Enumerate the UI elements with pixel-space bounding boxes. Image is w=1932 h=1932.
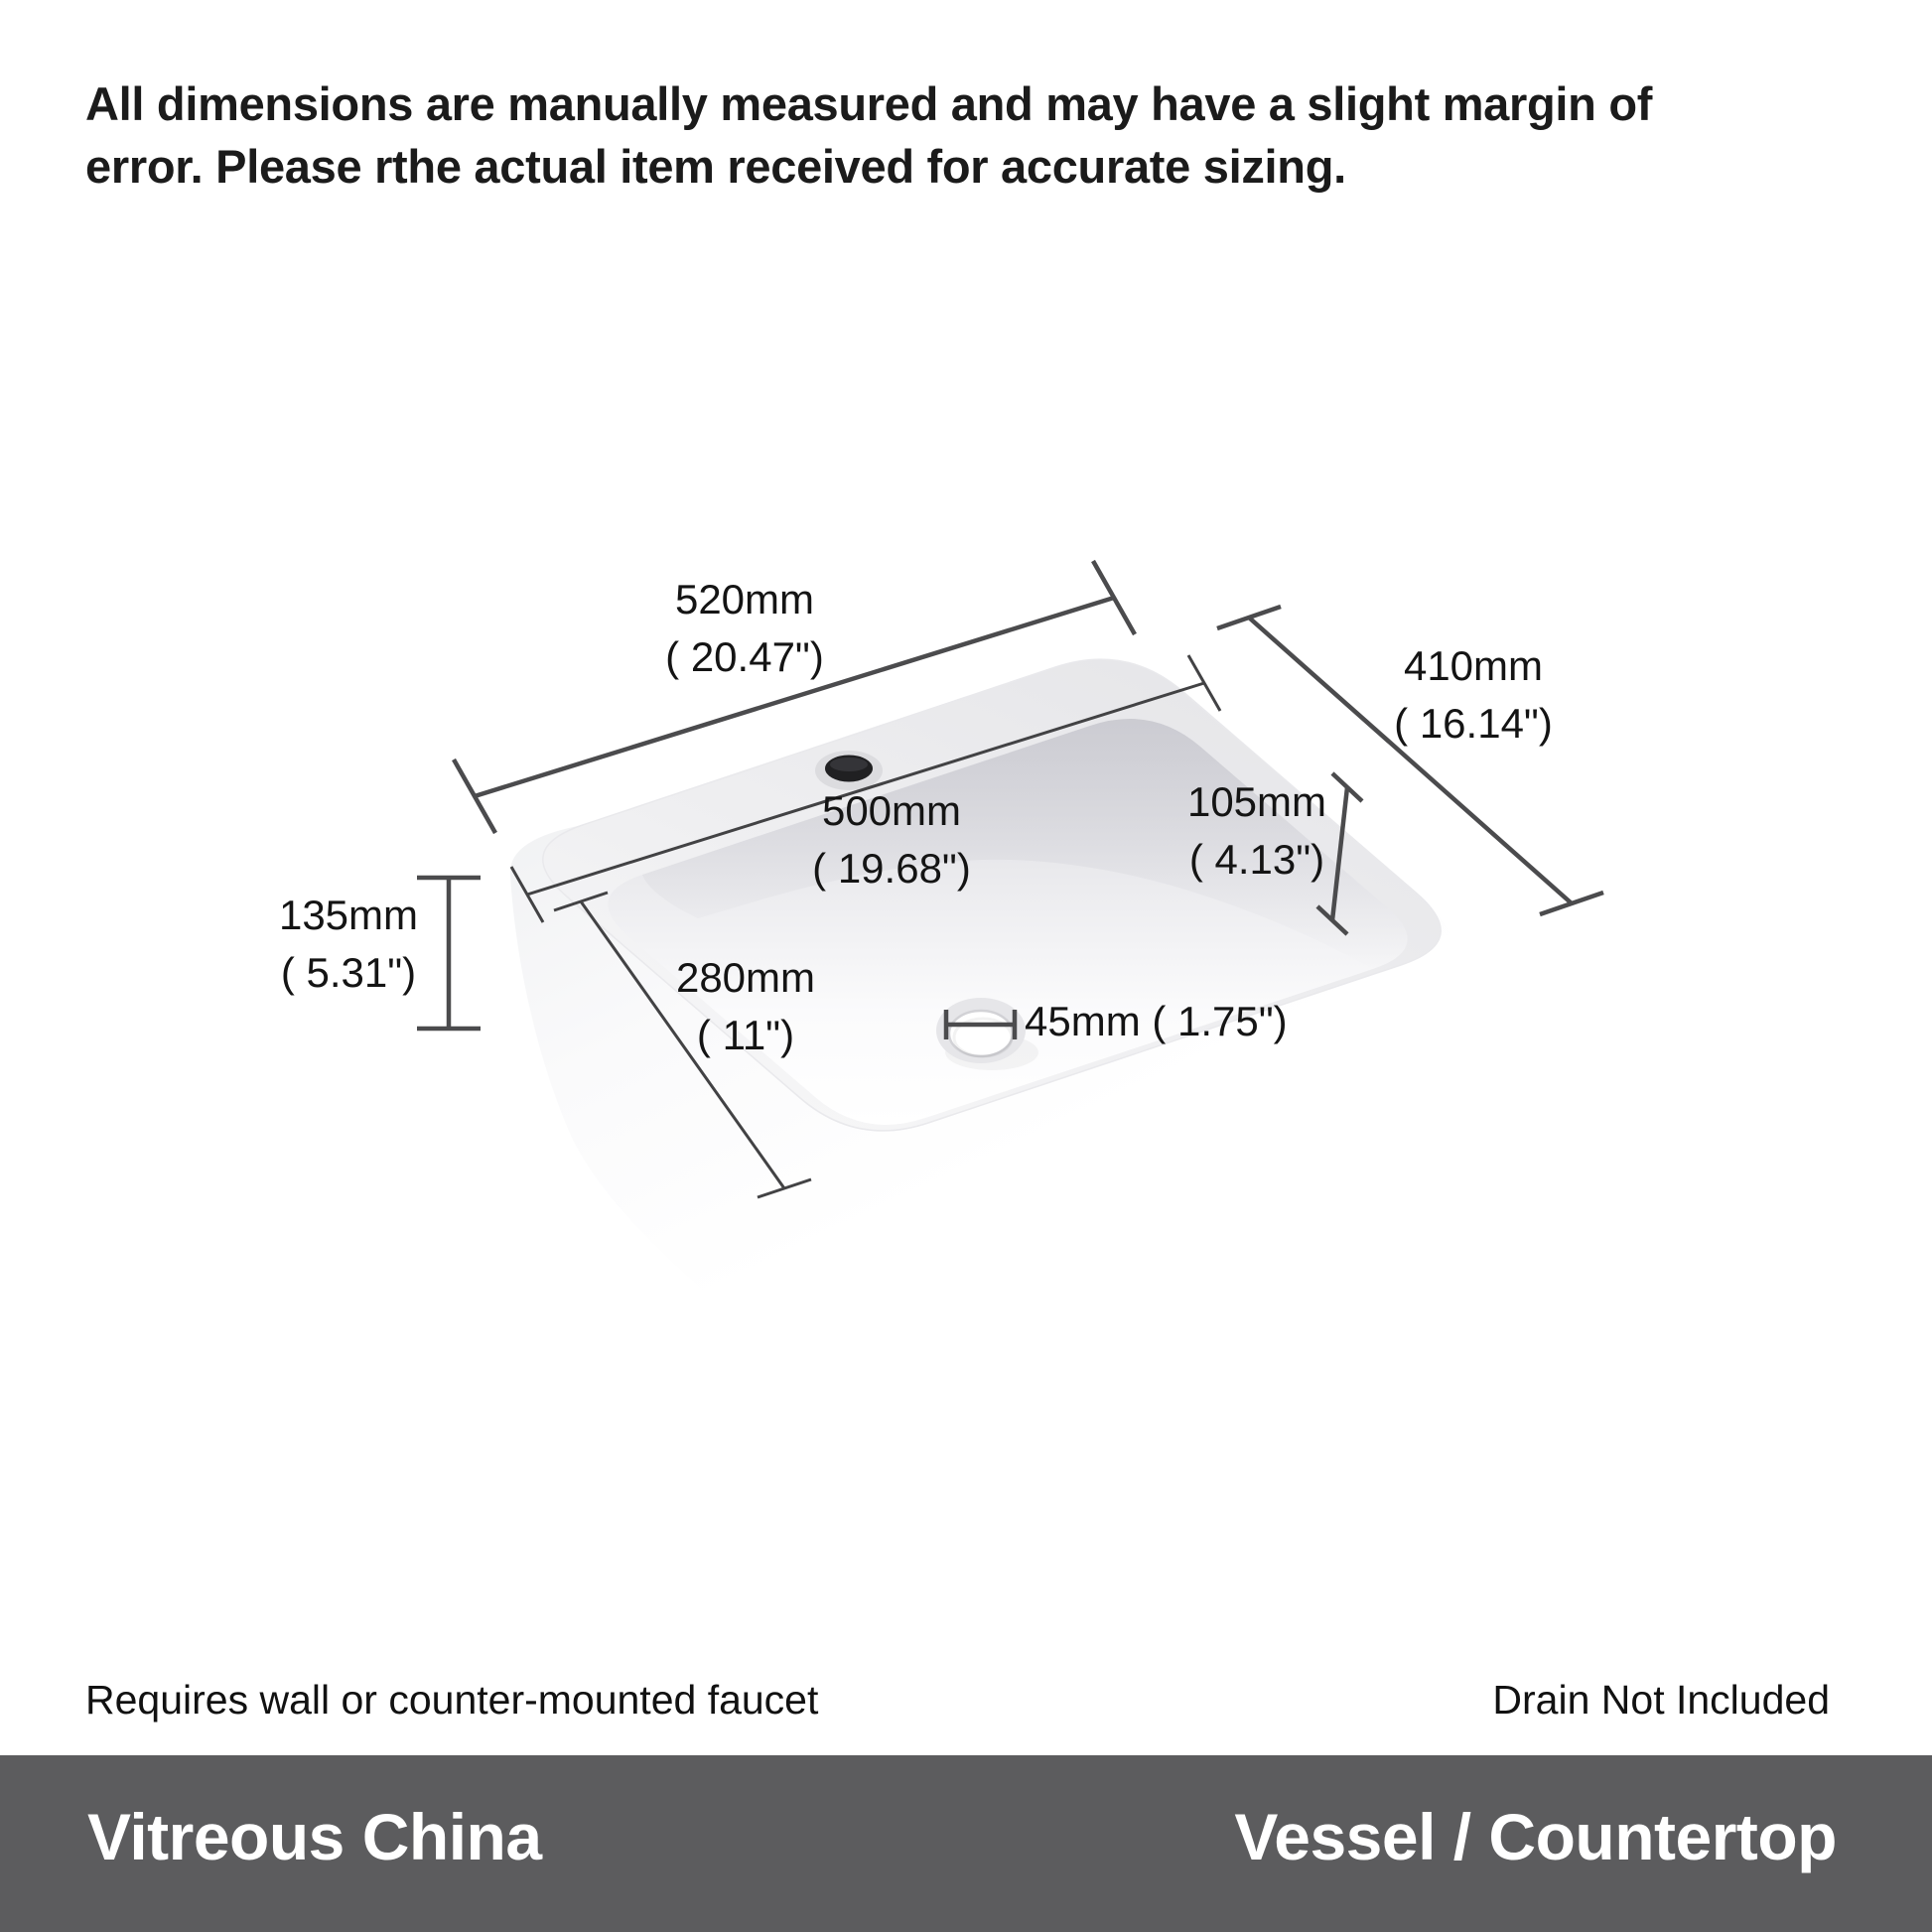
deck-depth-metric: 105mm <box>1186 778 1327 826</box>
drain-hole-size: 45mm ( 1.75") <box>1025 998 1288 1045</box>
outer-width-imperial: ( 20.47") <box>665 633 824 680</box>
disclaimer-line-2: error. Please rthe actual item received for accurate sizing. <box>85 139 1346 193</box>
height-metric: 135mm <box>278 892 419 939</box>
label-outer-depth <box>1394 637 1553 753</box>
drain-note: Drain Not Included <box>1492 1677 1830 1723</box>
deck-depth-imperial: ( 4.13") <box>1188 836 1325 883</box>
inner-depth-imperial: ( 11") <box>696 1012 795 1058</box>
inner-width-imperial: ( 19.68") <box>812 845 971 892</box>
faucet-note: Requires wall or counter-mounted faucet <box>85 1677 819 1723</box>
disclaimer-line-1: All dimensions are manually measured and may have a slight margin of <box>85 77 1653 130</box>
material-label: Vitreous China <box>87 1800 542 1873</box>
label-outer-width <box>665 571 824 686</box>
footer-bar <box>0 1755 1932 1932</box>
label-height <box>279 887 418 1002</box>
inner-depth-metric: 280mm <box>675 954 816 1002</box>
label-inner-depth <box>676 949 815 1064</box>
label-drain-hole <box>1025 993 1288 1050</box>
outer-depth-imperial: ( 16.14") <box>1394 700 1553 747</box>
mount-type-label: Vessel / Countertop <box>1234 1800 1837 1873</box>
label-inner-width <box>812 782 971 897</box>
height-imperial: ( 5.31") <box>280 949 417 996</box>
dim-line-height <box>417 878 481 1029</box>
label-deck-depth <box>1187 773 1326 889</box>
outer-depth-metric: 410mm <box>1403 642 1544 690</box>
outer-width-metric: 520mm <box>674 576 815 623</box>
inner-width-metric: 500mm <box>821 787 962 835</box>
